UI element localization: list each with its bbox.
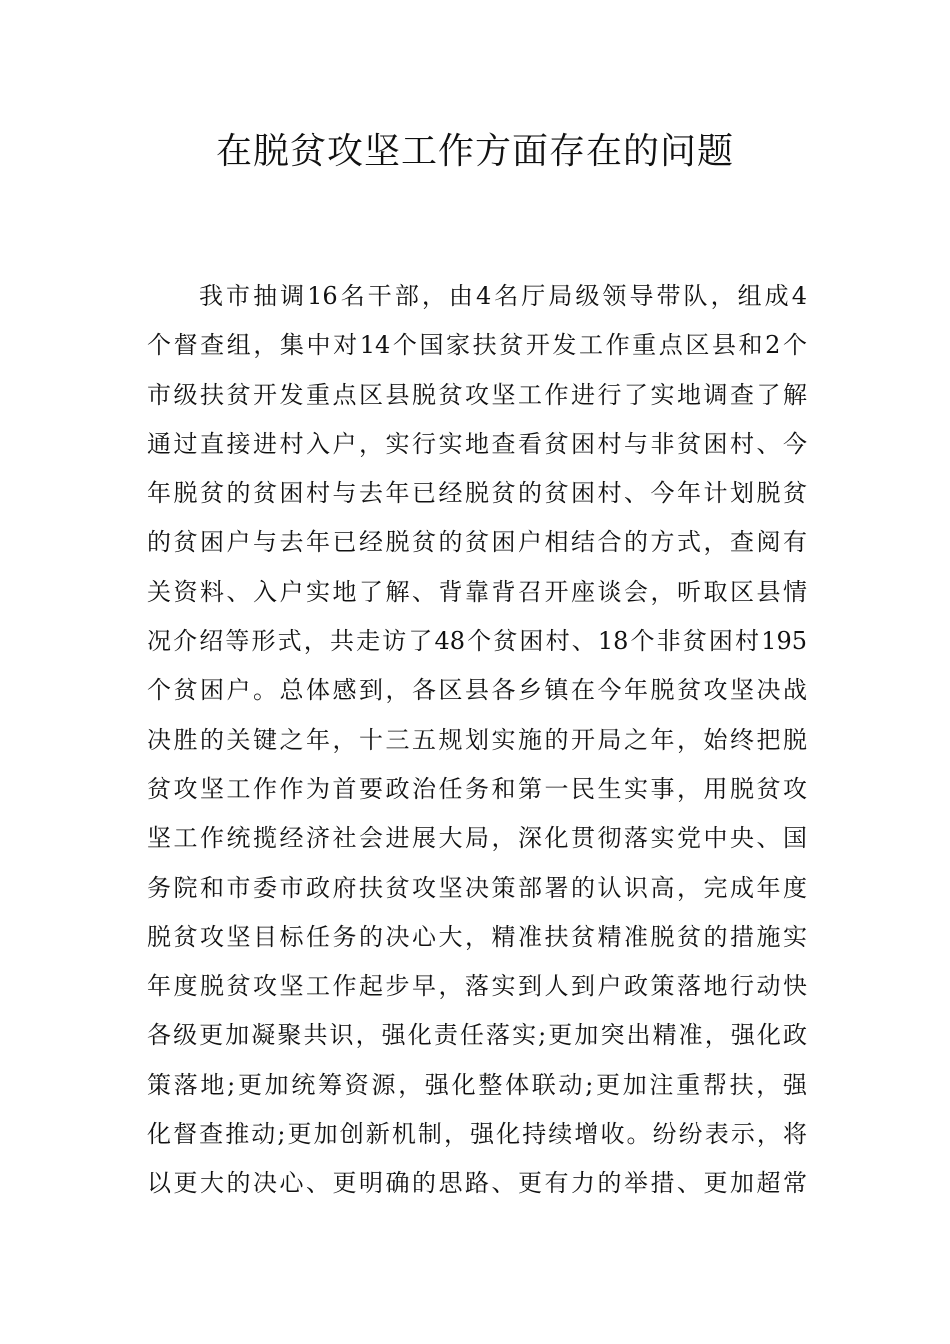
body-paragraph xyxy=(147,272,807,1209)
paragraph-line: 各级更加凝聚共识，强化责任落实;更加突出精准，强化政 xyxy=(147,1021,807,1050)
paragraph-line: 个督查组，集中对14个国家扶贫开发工作重点区县和2个 xyxy=(147,331,807,360)
paragraph-line: 况介绍等形式，共走访了48个贫困村、18个非贫困村195 xyxy=(147,627,807,656)
paragraph-line: 的贫困户与去年已经脱贫的贫困户相结合的方式，查阅有 xyxy=(147,528,807,557)
paragraph-line: 贫攻坚工作作为首要政治任务和第一民生实事，用脱贫攻 xyxy=(147,774,807,803)
paragraph-line: 我市抽调16名干部，由4名厅局级领导带队，组成4 xyxy=(199,282,807,310)
paragraph-line: 个贫困户。总体感到，各区县各乡镇在今年脱贫攻坚决战 xyxy=(147,676,807,705)
paragraph-line: 脱贫攻坚目标任务的决心大，精准扶贫精准脱贫的措施实 xyxy=(147,922,807,951)
paragraph-line: 坚工作统揽经济社会进展大局，深化贯彻落实党中央、国 xyxy=(147,824,807,853)
paragraph-line: 务院和市委市政府扶贫攻坚决策部署的认识高，完成年度 xyxy=(147,873,807,902)
paragraph-line: 决胜的关键之年，十三五规划实施的开局之年，始终把脱 xyxy=(147,725,807,754)
paragraph-line: 年度脱贫攻坚工作起步早，落实到人到户政策落地行动快 xyxy=(147,972,807,1001)
paragraph-line: 年脱贫的贫困村与去年已经脱贫的贫困村、今年计划脱贫 xyxy=(147,479,807,508)
paragraph-line: 以更大的决心、更明确的思路、更有力的举措、更加超常 xyxy=(147,1169,807,1198)
paragraph-line: 通过直接进村入户，实行实地查看贫困村与非贫困村、今 xyxy=(147,429,807,458)
paragraph-line: 策落地;更加统筹资源，强化整体联动;更加注重帮扶，强 xyxy=(147,1070,807,1099)
paragraph-line: 市级扶贫开发重点区县脱贫攻坚工作进行了实地调查了解 xyxy=(147,380,807,409)
paragraph-line: 关资料、入户实地了解、背靠背召开座谈会，听取区县情 xyxy=(147,577,807,606)
paragraph-line: 化督查推动;更加创新机制，强化持续增收。纷纷表示，将 xyxy=(147,1120,807,1149)
document-title: 在脱贫攻坚工作方面存在的问题 xyxy=(215,131,734,172)
